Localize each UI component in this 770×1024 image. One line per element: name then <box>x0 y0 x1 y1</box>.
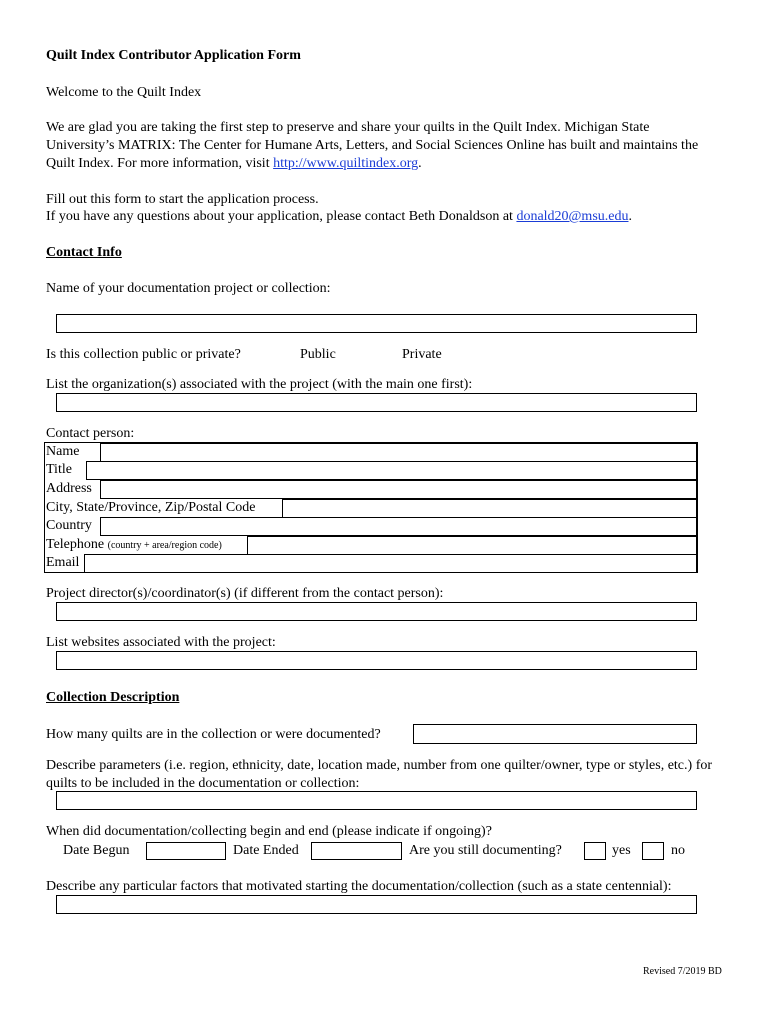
questions-end: . <box>628 209 632 224</box>
contact-email-link[interactable]: donald20@msu.edu <box>516 209 629 224</box>
telephone-text: Telephone <box>46 537 105 552</box>
country-input[interactable] <box>100 517 697 536</box>
parameters-label: Describe parameters (i.e. region, ethnicity, date, location made, number from one quilter/owner, type or styles, etc.) for quilts to be included in the documentation or collection: <box>46 758 713 791</box>
yes-label: yes <box>612 843 631 858</box>
contact-info-heading: Contact Info <box>46 245 122 260</box>
director-input[interactable] <box>56 602 697 621</box>
title-label: Title <box>46 462 72 477</box>
quiltindex-link[interactable]: http://www.quiltindex.org <box>273 156 419 171</box>
websites-input[interactable] <box>56 651 697 670</box>
email-input[interactable] <box>84 554 697 573</box>
fill-out-text: Fill out this form to start the application process. <box>46 192 319 207</box>
organizations-label: List the organization(s) associated with the project (with the main one first): <box>46 377 473 392</box>
factors-label: Describe any particular factors that motivated starting the documentation/collection (such as a state centennial): <box>46 879 672 894</box>
how-many-input[interactable] <box>413 724 697 744</box>
intro-text: We are glad you are taking the first step to preserve and share your quilts in the Quilt Index. Michigan State University’s MATRIX: The Center for Humane Arts, Letters, and Social Sciences Online has built and maintains the Quilt Index. For more information, visit <box>46 120 699 171</box>
project-name-input[interactable] <box>56 314 697 333</box>
address-label: Address <box>46 481 92 496</box>
city-label: City, State/Province, Zip/Postal Code <box>46 500 256 515</box>
questions-lead: If you have any questions about your application, please contact Beth Donaldson at <box>46 209 517 224</box>
when-label: When did documentation/collecting begin and end (please indicate if ongoing)? <box>46 824 492 839</box>
date-ended-input[interactable] <box>311 842 402 860</box>
email-label: Email <box>46 555 80 570</box>
websites-label: List websites associated with the project: <box>46 635 276 650</box>
date-ended-label: Date Ended <box>233 843 299 858</box>
how-many-label: How many quilts are in the collection or were documented? <box>46 727 381 742</box>
date-begun-label: Date Begun <box>63 843 130 858</box>
city-input[interactable] <box>282 499 697 518</box>
form-title: Quilt Index Contributor Application Form <box>46 48 301 63</box>
name-input[interactable] <box>100 443 697 462</box>
address-input[interactable] <box>100 480 697 499</box>
country-label: Country <box>46 518 92 533</box>
no-label: no <box>671 843 685 858</box>
telephone-hint: (country + area/region code) <box>107 540 222 551</box>
public-option[interactable]: Public <box>300 347 336 362</box>
no-checkbox[interactable] <box>642 842 664 860</box>
date-begun-input[interactable] <box>146 842 226 860</box>
intro-end: . <box>418 156 422 171</box>
public-private-label: Is this collection public or private? <box>46 347 241 362</box>
title-input[interactable] <box>86 461 697 480</box>
factors-input[interactable] <box>56 895 697 914</box>
questions-text <box>46 208 632 226</box>
collection-heading: Collection Description <box>46 690 180 705</box>
telephone-label <box>46 536 222 555</box>
private-option[interactable]: Private <box>402 347 442 362</box>
name-label: Name <box>46 444 80 459</box>
organizations-input[interactable] <box>56 393 697 412</box>
director-label: Project director(s)/coordinator(s) (if different from the contact person): <box>46 586 444 601</box>
intro-paragraph <box>46 119 706 173</box>
contact-person-label: Contact person: <box>46 426 135 441</box>
parameters-input[interactable] <box>56 791 697 810</box>
yes-checkbox[interactable] <box>584 842 606 860</box>
telephone-input[interactable] <box>247 536 697 555</box>
revised-note: Revised 7/2019 BD <box>643 966 722 977</box>
project-name-label: Name of your documentation project or collection: <box>46 281 331 296</box>
welcome-text: Welcome to the Quilt Index <box>46 85 202 100</box>
still-documenting-label: Are you still documenting? <box>409 843 562 858</box>
